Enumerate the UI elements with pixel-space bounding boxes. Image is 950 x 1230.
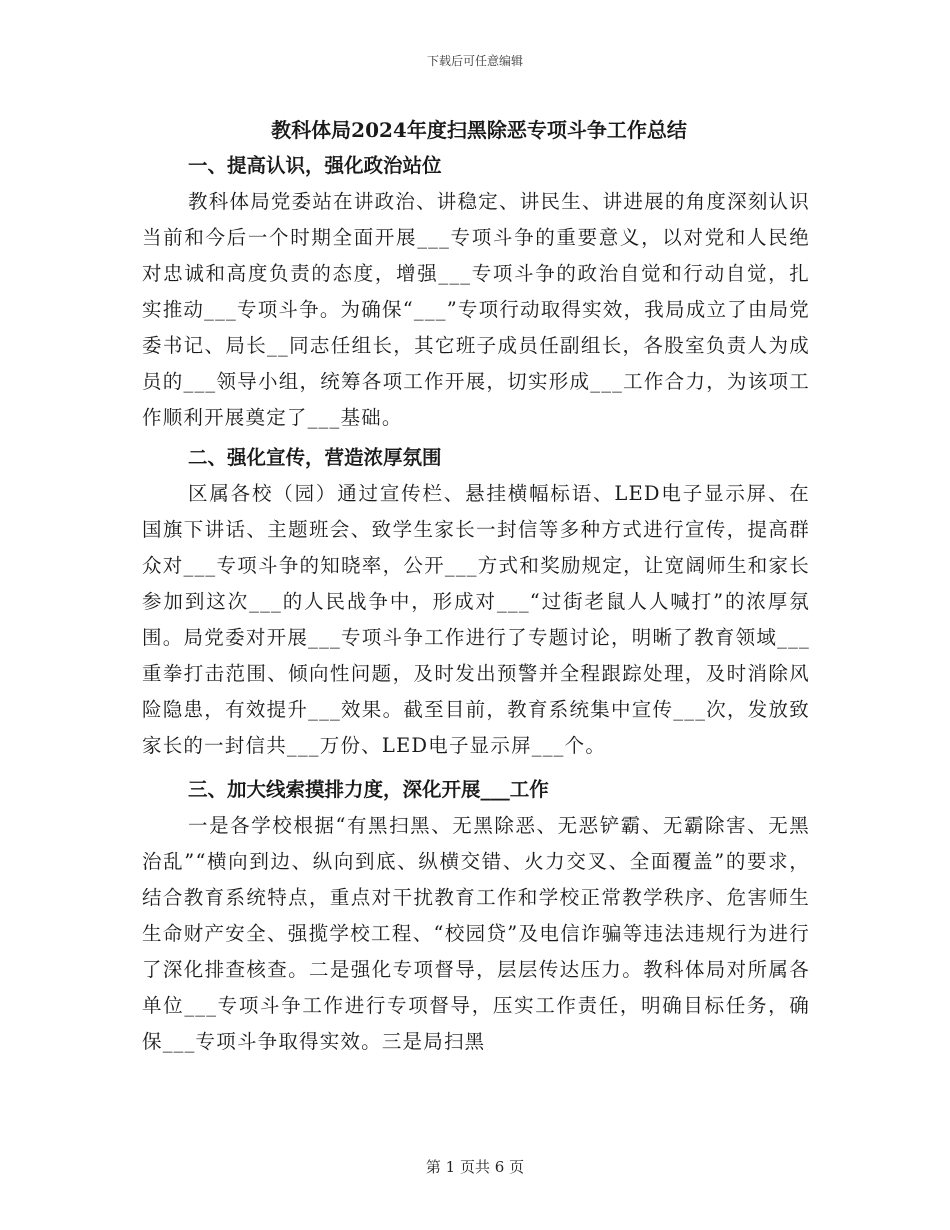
document-title: 教科体局2024年度扫黑除恶专项斗争工作总结 xyxy=(271,118,687,142)
section-heading-1: 一、提高认识，强化政治站位 xyxy=(188,154,442,177)
section-paragraph-3: 一是各学校根据“有黑扫黑、无黑除恶、无恶铲霸、无霸除害、无黑治乱”“横向到边、纵向到底、纵横交错、火力交叉、全面覆盖”的要求，结合教育系统特点，重点对干扰教育工作和学校正常教学秩序、危害师生生命财产安全、强揽学校工程、“校园贷”及电信诈骗等违法违规行为进行了深化排查核查。二是强化专项督导，层层传达压力。教科体局对所属各单位___专项斗争工作进行专项督导，压实工作责任，明确目标任务，确保___专项斗争取得实效。三是局扫黑 xyxy=(142,814,810,1053)
page-header: 下载后可任意编辑 xyxy=(426,54,523,68)
document-body xyxy=(142,112,810,1060)
page-footer: 第 1 页共 6 页 xyxy=(425,1158,525,1176)
section-heading-3: 三、加大线索摸排力度，深化开展___工作 xyxy=(188,778,549,801)
section-heading-2: 二、强化宣传，营造浓厚氛围 xyxy=(188,446,442,469)
section-paragraph-2: 区属各校（园）通过宣传栏、悬挂横幅标语、LED电子显示屏、在国旗下讲话、主题班会、致学生家长一封信等多种方式进行宣传，提高群众对___专项斗争的知晓率，公开___方式和奖励规定，让宽阔师生和家长参加到这次___的人民战争中，形成对___“过街老鼠人人喊打”的浓厚氛围。局党委对开展___专项斗争工作进行了专题讨论，明晰了教育领域___重拳打击范围、倾向性问题，及时发出预警并全程跟踪处理，及时消除风险隐患，有效提升___效果。截至目前，教育系统集中宣传___次，发放致家长的一封信共___万份、LED电子显示屏___个。 xyxy=(142,482,810,757)
section-paragraph-1: 教科体局党委站在讲政治、讲稳定、讲民生、讲进展的角度深刻认识当前和今后一个时期全面开展___专项斗争的重要意义，以对党和人民绝对忠诚和高度负责的态度，增强___专项斗争的政治自觉和行动自觉，扎实推动___专项斗争。为确保“___”专项行动取得实效，我局成立了由局党委书记、局长__同志任组长，其它班子成员任副组长，各股室负责人为成员的___领导小组，统筹各项工作开展，切实形成___工作合力，为该项工作顺利开展奠定了___基础。 xyxy=(142,190,810,429)
